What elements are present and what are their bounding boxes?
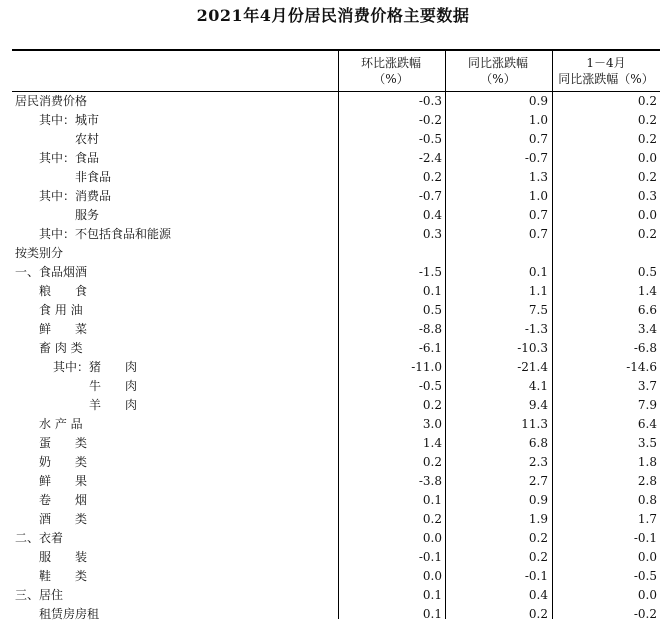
yoy-value: 1.3 [528, 170, 548, 184]
yoy-value: 1.9 [528, 512, 548, 526]
header-yoy-line1: 同比涨跌幅 [467, 56, 528, 70]
table-row [12, 339, 660, 358]
mom-value: 0.0 [422, 531, 442, 545]
yoy-value: 2.7 [528, 474, 548, 488]
yoy-value: 0.7 [528, 132, 548, 146]
yoy-value: 0.4 [528, 588, 548, 602]
yoy-value: -0.7 [524, 151, 548, 165]
table-row [12, 282, 660, 301]
header-mom-line2: （%） [373, 72, 409, 86]
ytd-value: 0.2 [637, 113, 657, 127]
table-row [12, 92, 660, 111]
mom-value: 0.1 [422, 607, 442, 621]
yoy-value: 4.1 [528, 379, 548, 393]
row-label: 水 产 品 [39, 417, 83, 431]
mom-value: 0.5 [422, 303, 442, 317]
mom-value: 0.1 [422, 588, 442, 602]
yoy-value: 1.0 [528, 113, 548, 127]
row-label: 鲜 菜 [39, 322, 88, 336]
row-label: 鞋 类 [39, 569, 88, 583]
header-mom-line1: 环比涨跌幅 [360, 56, 421, 70]
table-row [12, 605, 660, 624]
ytd-value: -14.6 [626, 360, 657, 374]
table-row [12, 548, 660, 567]
table-body [12, 92, 660, 624]
table-row [12, 453, 660, 472]
yoy-value: -21.4 [517, 360, 548, 374]
mom-value: 0.2 [422, 455, 442, 469]
ytd-value: 0.2 [637, 94, 657, 108]
mom-value: -1.5 [418, 265, 442, 279]
table-row [12, 149, 660, 168]
mom-value: -11.0 [411, 360, 442, 374]
table-row [12, 111, 660, 130]
yoy-value: 0.1 [528, 265, 548, 279]
ytd-value: 1.8 [637, 455, 657, 469]
yoy-value: 0.7 [528, 227, 548, 241]
row-label: 羊 肉 [89, 398, 138, 412]
mom-value: 0.2 [422, 512, 442, 526]
row-label: 农村 [75, 132, 100, 146]
table-row [12, 301, 660, 320]
table-row [12, 586, 660, 605]
table-row [12, 472, 660, 491]
ytd-value: 6.4 [637, 417, 657, 431]
ytd-value: -0.5 [633, 569, 657, 583]
table-row [12, 320, 660, 339]
header-ytd-line1: 1－4月 [586, 56, 626, 70]
mom-value: 0.2 [422, 398, 442, 412]
table-row [12, 396, 660, 415]
ytd-value: -0.2 [633, 607, 657, 621]
table-row [12, 510, 660, 529]
column-divider [552, 49, 553, 619]
yoy-value: -10.3 [517, 341, 548, 355]
table-row [12, 567, 660, 586]
mom-value: -3.8 [418, 474, 442, 488]
table-row [12, 529, 660, 548]
ytd-value: 3.7 [637, 379, 657, 393]
table-row [12, 377, 660, 396]
row-label: 鲜 果 [39, 474, 88, 488]
row-label: 其中：消费品 [39, 189, 112, 203]
ytd-value: 0.5 [637, 265, 657, 279]
mom-value: 0.0 [422, 569, 442, 583]
row-label: 一、食品烟酒 [15, 265, 88, 279]
header-ytd-line2: 同比涨跌幅（%） [558, 72, 654, 86]
page-title: 2021年4月份居民消费价格主要数据 [196, 6, 470, 25]
row-label: 食 用 油 [39, 303, 83, 317]
yoy-value: 0.9 [528, 493, 548, 507]
ytd-value: 0.3 [637, 189, 657, 203]
row-label: 二、衣着 [15, 531, 64, 545]
table-row [12, 168, 660, 187]
row-label: 其中：食品 [39, 151, 100, 165]
row-label: 非食品 [75, 170, 112, 184]
ytd-value: 0.2 [637, 170, 657, 184]
yoy-value: 2.3 [528, 455, 548, 469]
mom-value: 0.1 [422, 493, 442, 507]
yoy-value: 0.9 [528, 94, 548, 108]
ytd-value: 2.8 [637, 474, 657, 488]
row-label: 租赁房房租 [39, 607, 100, 621]
yoy-value: 0.7 [528, 208, 548, 222]
cpi-table [12, 49, 660, 624]
row-label: 酒 类 [39, 512, 88, 526]
row-label: 畜 肉 类 [39, 341, 83, 355]
row-label: 其中：不包括食品和能源 [39, 227, 172, 241]
ytd-value: 6.6 [637, 303, 657, 317]
row-label: 服务 [75, 208, 100, 222]
mom-value: -0.5 [418, 132, 442, 146]
table-row [12, 187, 660, 206]
column-divider [338, 49, 339, 619]
table-row [12, 130, 660, 149]
mom-value: 1.4 [422, 436, 442, 450]
ytd-value: 0.2 [637, 132, 657, 146]
mom-value: 0.2 [422, 170, 442, 184]
mom-value: 0.1 [422, 284, 442, 298]
mom-value: 0.3 [422, 227, 442, 241]
yoy-value: 7.5 [528, 303, 548, 317]
mom-value: -0.3 [418, 94, 442, 108]
yoy-value: 6.8 [528, 436, 548, 450]
ytd-value: 0.8 [637, 493, 657, 507]
mom-value: 3.0 [422, 417, 442, 431]
row-label: 卷 烟 [39, 493, 88, 507]
table-row [12, 244, 660, 263]
yoy-value: 9.4 [528, 398, 548, 412]
yoy-value: 1.1 [528, 284, 548, 298]
row-label: 三、居住 [15, 588, 64, 602]
ytd-value: 0.0 [637, 208, 657, 222]
yoy-value: 0.2 [528, 550, 548, 564]
ytd-value: 0.0 [637, 151, 657, 165]
row-label: 其中：猪 肉 [53, 360, 138, 374]
row-label: 其中：城市 [39, 113, 100, 127]
ytd-value: -0.1 [633, 531, 657, 545]
header-yoy [445, 55, 551, 91]
row-label: 粮 食 [39, 284, 88, 298]
mom-value: -0.5 [418, 379, 442, 393]
ytd-value: 0.0 [637, 588, 657, 602]
ytd-value: 1.7 [637, 512, 657, 526]
row-label: 按类别分 [15, 246, 64, 260]
yoy-value: -1.3 [524, 322, 548, 336]
header-mom [338, 55, 444, 91]
table-header [12, 49, 660, 92]
row-label: 蛋 类 [39, 436, 88, 450]
row-label: 居民消费价格 [15, 94, 88, 108]
table-row [12, 491, 660, 510]
mom-value: -8.8 [418, 322, 442, 336]
table-row [12, 434, 660, 453]
ytd-value: 3.4 [637, 322, 657, 336]
table-row [12, 358, 660, 377]
ytd-value: -6.8 [633, 341, 657, 355]
ytd-value: 7.9 [637, 398, 657, 412]
ytd-value: 0.2 [637, 227, 657, 241]
yoy-value: 1.0 [528, 189, 548, 203]
yoy-value: 0.2 [528, 531, 548, 545]
table-row [12, 225, 660, 244]
ytd-value: 3.5 [637, 436, 657, 450]
ytd-value: 1.4 [637, 284, 657, 298]
mom-value: 0.4 [422, 208, 442, 222]
row-label: 牛 肉 [89, 379, 138, 393]
table-row [12, 415, 660, 434]
yoy-value: 11.3 [521, 417, 548, 431]
table-row [12, 263, 660, 282]
mom-value: -0.7 [418, 189, 442, 203]
ytd-value: 0.0 [637, 550, 657, 564]
yoy-value: 0.2 [528, 607, 548, 621]
mom-value: -0.1 [418, 550, 442, 564]
header-ytd [552, 55, 660, 91]
row-label: 服 装 [39, 550, 88, 564]
column-divider [445, 49, 446, 619]
row-label: 奶 类 [39, 455, 88, 469]
table-row [12, 206, 660, 225]
yoy-value: -0.1 [524, 569, 548, 583]
mom-value: -2.4 [418, 151, 442, 165]
mom-value: -6.1 [418, 341, 442, 355]
mom-value: -0.2 [418, 113, 442, 127]
header-yoy-line2: （%） [480, 72, 516, 86]
